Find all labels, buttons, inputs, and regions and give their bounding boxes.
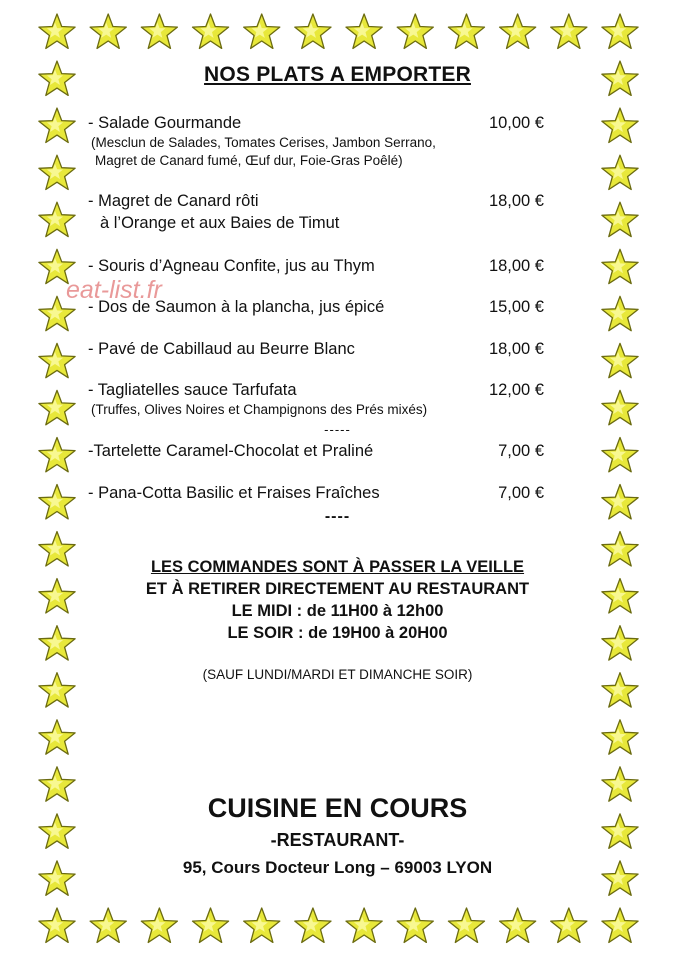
menu-item bbox=[88, 255, 548, 277]
menu-item-price: 10,00 € bbox=[488, 114, 544, 132]
menu-item-price: 18,00 € bbox=[488, 192, 544, 210]
menu-item-name: - Magret de Canard rôti bbox=[88, 192, 259, 210]
menu-item-desc: Magret de Canard fumé, Œuf dur, Foie-Gras Poêlé) bbox=[95, 153, 403, 168]
menu-item bbox=[88, 379, 548, 419]
menu-item-name: -Tartelette Caramel-Chocolat et Praliné bbox=[88, 442, 374, 460]
menu-item-desc: (Mesclun de Salades, Tomates Cerises, Jambon Serrano, bbox=[91, 135, 436, 150]
menu-item bbox=[88, 482, 548, 504]
menu-item bbox=[88, 296, 548, 318]
separator: ---- bbox=[324, 508, 351, 525]
menu-item-desc: (Truffes, Olives Noires et Champignons des Prés mixés) bbox=[91, 402, 428, 417]
menu-item-price: 12,00 € bbox=[488, 381, 544, 399]
notice-hours-midi: LE MIDI : de 11H00 à 12h00 bbox=[231, 602, 444, 620]
menu-item-price: 18,00 € bbox=[488, 257, 544, 275]
notice-line: LES COMMANDES SONT À PASSER LA VEILLE bbox=[150, 558, 525, 576]
watermark: eat-list.fr bbox=[66, 276, 162, 304]
menu-item-price: 15,00 € bbox=[488, 298, 544, 316]
notice-hours-soir: LE SOIR : de 19H00 à 20H00 bbox=[227, 624, 448, 642]
closed-days: (SAUF LUNDI/MARDI ET DIMANCHE SOIR) bbox=[202, 667, 473, 682]
menu-item-name: - Tagliatelles sauce Tarfufata bbox=[88, 381, 297, 399]
page-title: NOS PLATS A EMPORTER bbox=[204, 63, 471, 86]
menu-item bbox=[88, 338, 548, 360]
menu-item-name: - Dos de Saumon à la plancha, jus épicé bbox=[88, 298, 385, 316]
restaurant-type: -RESTAURANT- bbox=[270, 830, 405, 850]
menu-item bbox=[88, 440, 548, 462]
restaurant-name: CUISINE EN COURS bbox=[207, 793, 468, 823]
menu-item-name: - Pavé de Cabillaud au Beurre Blanc bbox=[88, 340, 355, 358]
order-notice bbox=[0, 556, 675, 644]
menu-item-name: - Salade Gourmande bbox=[88, 114, 242, 132]
menu-item-subtitle: à l’Orange et aux Baies de Timut bbox=[100, 214, 340, 232]
menu-item-name: - Souris d’Agneau Confite, jus au Thym bbox=[88, 257, 375, 275]
menu-item-name: - Pana-Cotta Basilic et Fraises Fraîches bbox=[88, 484, 380, 502]
menu-item-price: 7,00 € bbox=[498, 484, 544, 502]
menu-item bbox=[88, 190, 548, 234]
menu-item bbox=[88, 112, 548, 170]
separator: ----- bbox=[324, 422, 351, 437]
menu-item-price: 7,00 € bbox=[498, 442, 544, 460]
notice-line: ET À RETIRER DIRECTEMENT AU RESTAURANT bbox=[145, 580, 530, 598]
restaurant-address: 95, Cours Docteur Long – 69003 LYON bbox=[182, 858, 493, 877]
menu-item-price: 18,00 € bbox=[488, 340, 544, 358]
